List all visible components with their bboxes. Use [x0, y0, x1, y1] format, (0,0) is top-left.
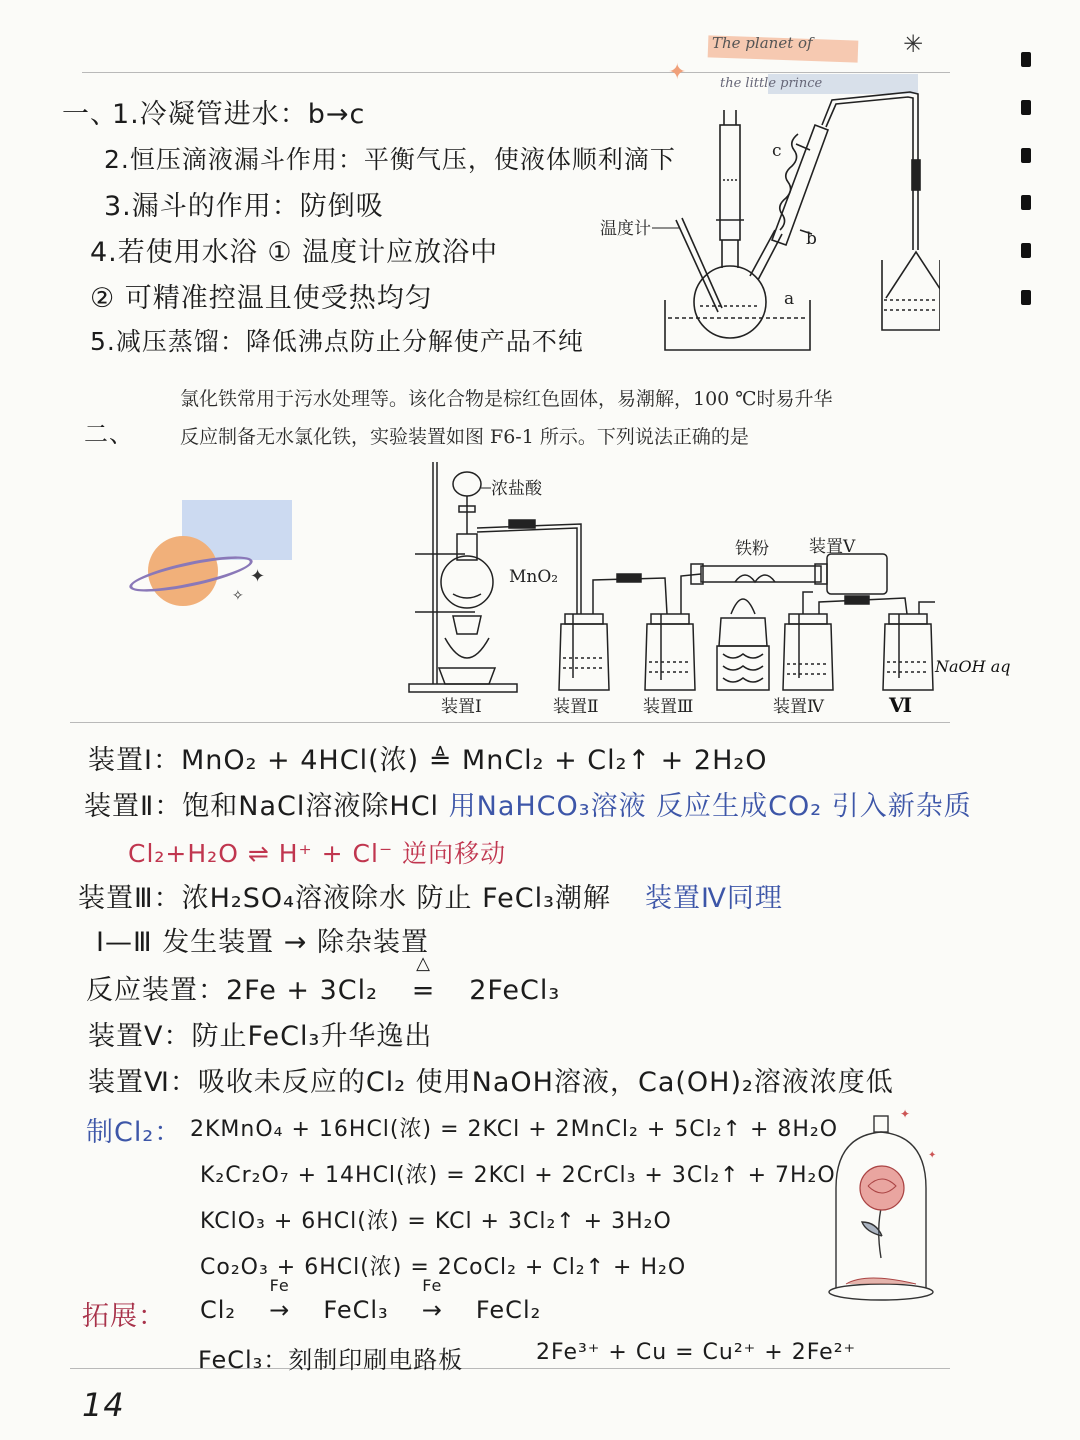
extension-equation: 2Fe³⁺ + Cu = Cu²⁺ + 2Fe²⁺	[536, 1340, 857, 1365]
label-naoh: NaOH aq	[935, 657, 1011, 676]
reaction-arrow: Fe →	[397, 1296, 467, 1324]
star-icon: ✦	[250, 566, 266, 587]
label-a: a	[784, 289, 795, 309]
extension-line: FeCl₃：刻制印刷电路板	[198, 1346, 464, 1374]
sticker-text: The planet of	[712, 34, 813, 52]
extension-chain	[200, 1276, 542, 1324]
sparkle-icon: ✳	[903, 30, 924, 58]
note-line: 装置Ⅰ：MnO₂ + 4HCl(浓) ≜ MnCl₂ + Cl₂↑ + 2H₂O	[88, 745, 768, 776]
page-number: 14	[82, 1386, 125, 1424]
punch-hole	[1021, 195, 1031, 210]
planet-sticker	[120, 496, 300, 616]
sticker-text: the little prince	[720, 76, 823, 91]
chain-item: FeCl₃	[323, 1296, 389, 1324]
section2-number: 二、	[84, 420, 134, 448]
punch-hole	[1021, 100, 1031, 115]
note-line	[78, 876, 783, 915]
note-text-blue: 装置Ⅳ同理	[644, 883, 783, 914]
note-line: 装置Ⅴ：防止FeCl₃升华逸出	[88, 1021, 433, 1052]
star-icon: ✦	[668, 60, 687, 85]
cl2-equation: 2KMnO₄ + 16HCl(浓) = 2KCl + 2MnCl₂ + 5Cl₂↑ + 8H₂O	[190, 1117, 839, 1142]
label-device4: 装置Ⅳ	[773, 697, 824, 717]
note-line: 1.冷凝管进水：b→c	[112, 99, 366, 130]
label-c: c	[772, 141, 782, 161]
note-line: Ⅰ—Ⅲ 发生装置 → 除杂装置	[96, 927, 429, 958]
question-line: 氯化铁常用于污水处理等。该化合物是棕红色固体，易潮解，100 ℃时易升华	[180, 388, 833, 410]
mid-rule	[70, 722, 950, 723]
label-b: b	[806, 229, 817, 249]
cl2-equation: Co₂O₃ + 6HCl(浓) = 2CoCl₂ + Cl₂↑ + H₂O	[200, 1255, 687, 1280]
reaction-arrow: Fe →	[245, 1296, 315, 1324]
extension-label: 拓展：	[82, 1301, 166, 1332]
cl2-equation: K₂Cr₂O₇ + 14HCl(浓) = 2KCl + 2CrCl₃ + 3Cl₂↑ + 7H₂O	[200, 1163, 836, 1188]
label-device1: 装置Ⅰ	[441, 697, 482, 717]
note-line	[84, 784, 972, 823]
punch-hole	[1021, 52, 1031, 67]
reflux-apparatus-diagram	[600, 80, 940, 360]
cl2-label: 制Cl₂：	[86, 1117, 183, 1148]
cl2-equation: KClO₃ + 6HCl(浓) = KCl + 3Cl₂↑ + 3H₂O	[200, 1209, 672, 1234]
note-line: 2.恒压滴液漏斗作用：平衡气压，使液体顺利滴下	[104, 145, 676, 174]
note-text: 装置Ⅱ：饱和NaCl溶液除HCl	[84, 791, 449, 822]
chain-item: FeCl₂	[475, 1296, 542, 1324]
note-line: 5.减压蒸馏：降低沸点防止分解使产品不纯	[90, 327, 584, 356]
note-line: 3.漏斗的作用：防倒吸	[104, 191, 384, 222]
note-line	[86, 953, 561, 1007]
label-device3: 装置Ⅲ	[643, 697, 694, 717]
note-line-red: Cl₂+H₂O ⇌ H⁺ + Cl⁻ 逆向移动	[128, 839, 507, 868]
svg-text:✦: ✦	[900, 1108, 911, 1121]
heat-condition	[394, 953, 454, 1006]
section1-number: 一、	[62, 99, 118, 130]
punch-hole	[1021, 243, 1031, 258]
label-iron-powder: 铁粉	[735, 539, 769, 559]
note-text: 装置Ⅲ：浓H₂SO₄溶液除水 防止 FeCl₃潮解	[78, 883, 611, 914]
label-device6: Ⅵ	[889, 693, 912, 717]
question-line: 反应制备无水氯化铁，实验装置如图 F6-1 所示。下列说法正确的是	[180, 426, 749, 448]
label-thermometer: 温度计	[600, 219, 651, 239]
label-conc-hcl: 浓盐酸	[491, 479, 542, 499]
note-text: 2FeCl₃	[469, 975, 561, 1006]
chain-item: Cl₂	[200, 1296, 237, 1324]
label-mno2: MnO₂	[509, 567, 559, 587]
note-text-blue: 用NaHCO₃溶液 反应生成CO₂ 引入新杂质	[448, 791, 972, 822]
heat-symbol: △	[416, 953, 432, 974]
note-line: 装置Ⅵ：吸收未反应的Cl₂ 使用NaOH溶液，Ca(OH)₂溶液浓度低	[88, 1067, 894, 1098]
arrow-condition: Fe	[422, 1276, 443, 1295]
note-line: ② 可精准控温且使受热均匀	[90, 283, 433, 314]
star-icon: ✧	[232, 588, 244, 604]
punch-hole	[1021, 290, 1031, 305]
note-line: 4.若使用水浴 ① 温度计应放浴中	[90, 237, 499, 268]
note-text: 反应装置：2Fe + 3Cl₂	[86, 975, 378, 1006]
arrow-condition: Fe	[269, 1276, 290, 1295]
label-device5: 装置V	[809, 537, 856, 557]
equals-sign: =	[411, 975, 436, 1006]
label-device2: 装置Ⅱ	[553, 697, 599, 717]
svg-text:✦: ✦	[928, 1150, 937, 1161]
rose-jar-sticker	[816, 1108, 946, 1304]
fecl3-apparatus-diagram	[405, 458, 1015, 722]
punch-hole	[1021, 148, 1031, 163]
